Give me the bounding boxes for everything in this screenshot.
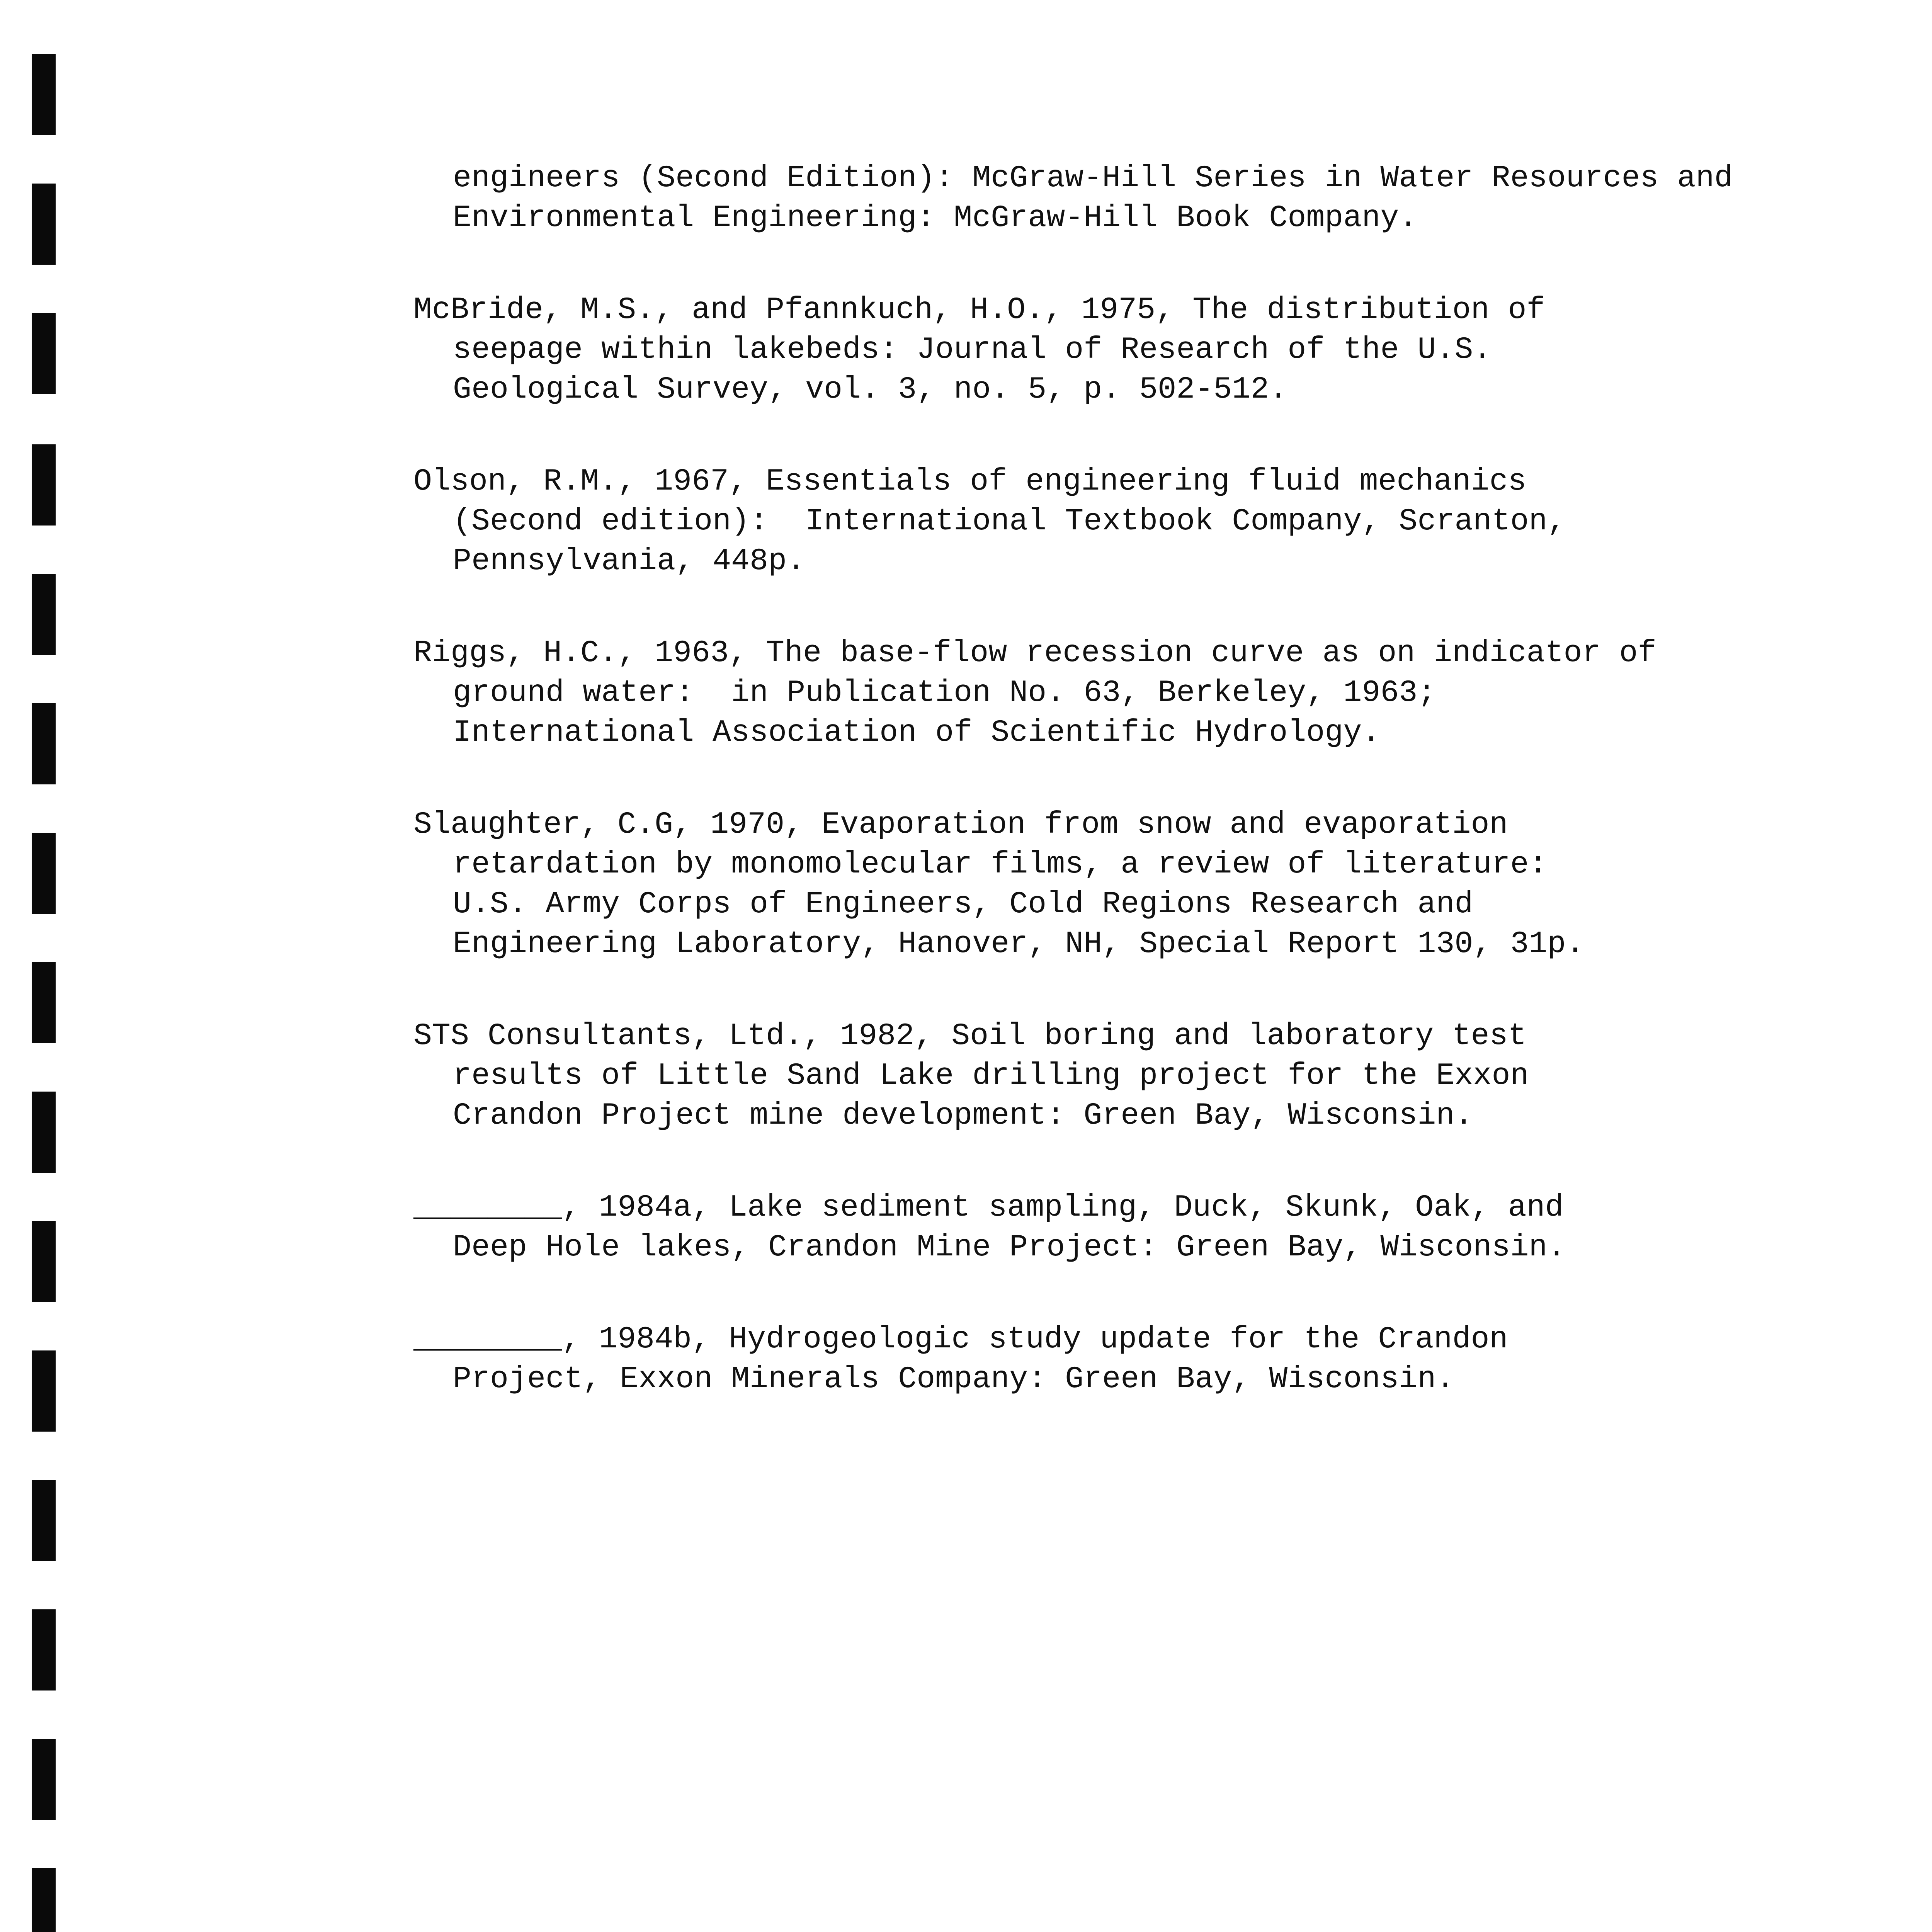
binding-mark: [32, 1868, 56, 1932]
binding-mark: [32, 574, 56, 655]
reference-line: Olson, R.M., 1967, Essentials of engineering fluid mechanics: [413, 464, 1527, 499]
binding-mark: [32, 54, 56, 135]
reference-line: STS Consultants, Ltd., 1982, Soil boring and laboratory test: [413, 1019, 1527, 1054]
reference-line: (Second edition): International Textbook Company, Scranton,: [453, 504, 1566, 539]
reference-entry: [413, 1320, 1920, 1399]
reference-entry: [413, 1188, 1920, 1267]
reference-line: ________, 1984b, Hydrogeologic study update for the Crandon: [413, 1322, 1508, 1357]
reference-line: Geological Survey, vol. 3, no. 5, p. 502-512.: [453, 372, 1288, 407]
binding-mark: [32, 962, 56, 1043]
binding-mark: [32, 1480, 56, 1561]
reference-line: International Association of Scientific Hydrology.: [453, 715, 1381, 750]
binding-mark: [32, 1350, 56, 1432]
reference-line: seepage within lakebeds: Journal of Research of the U.S.: [453, 332, 1492, 367]
reference-line: Environmental Engineering: McGraw-Hill Book Company.: [453, 201, 1418, 236]
reference-list: [413, 158, 1920, 1451]
binding-mark: [32, 184, 56, 265]
reference-entry: [413, 462, 1920, 581]
reference-entry: [413, 633, 1920, 753]
reference-entry: [413, 805, 1920, 964]
binding-mark: [32, 1739, 56, 1820]
reference-line: McBride, M.S., and Pfannkuch, H.O., 1975, The distribution of: [413, 293, 1545, 328]
binding-mark: [32, 1092, 56, 1173]
reference-line: Deep Hole lakes, Crandon Mine Project: Green Bay, Wisconsin.: [453, 1230, 1566, 1265]
reference-line: Crandon Project mine development: Green Bay, Wisconsin.: [453, 1098, 1473, 1133]
reference-line: engineers (Second Edition): McGraw-Hill Series in Water Resources and: [453, 161, 1733, 196]
reference-line: retardation by monomolecular films, a review of literature:: [453, 847, 1548, 882]
binding-mark: [32, 703, 56, 784]
reference-line: Project, Exxon Minerals Company: Green Bay, Wisconsin.: [453, 1362, 1455, 1397]
reference-line: U.S. Army Corps of Engineers, Cold Regions Research and: [453, 887, 1473, 922]
reference-entry: [413, 290, 1920, 410]
reference-line: Riggs, H.C., 1963, The base-flow recession curve as on indicator of: [413, 636, 1656, 671]
reference-line: ground water: in Publication No. 63, Berkeley, 1963;: [453, 675, 1436, 711]
binding-mark: [32, 833, 56, 914]
binding-mark: [32, 1221, 56, 1302]
binding-mark: [32, 313, 56, 394]
reference-entry: [413, 1016, 1920, 1136]
binding-marks: [0, 0, 77, 1932]
reference-line: Pennsylvania, 448p.: [453, 544, 806, 579]
binding-mark: [32, 444, 56, 526]
reference-entry: [413, 158, 1920, 238]
reference-line: Engineering Laboratory, Hanover, NH, Special Report 130, 31p.: [453, 927, 1585, 962]
reference-line: Slaughter, C.G, 1970, Evaporation from snow and evaporation: [413, 807, 1508, 842]
binding-mark: [32, 1609, 56, 1690]
reference-line: results of Little Sand Lake drilling project for the Exxon: [453, 1058, 1529, 1094]
reference-line: ________, 1984a, Lake sediment sampling, Duck, Skunk, Oak, and: [413, 1190, 1564, 1225]
